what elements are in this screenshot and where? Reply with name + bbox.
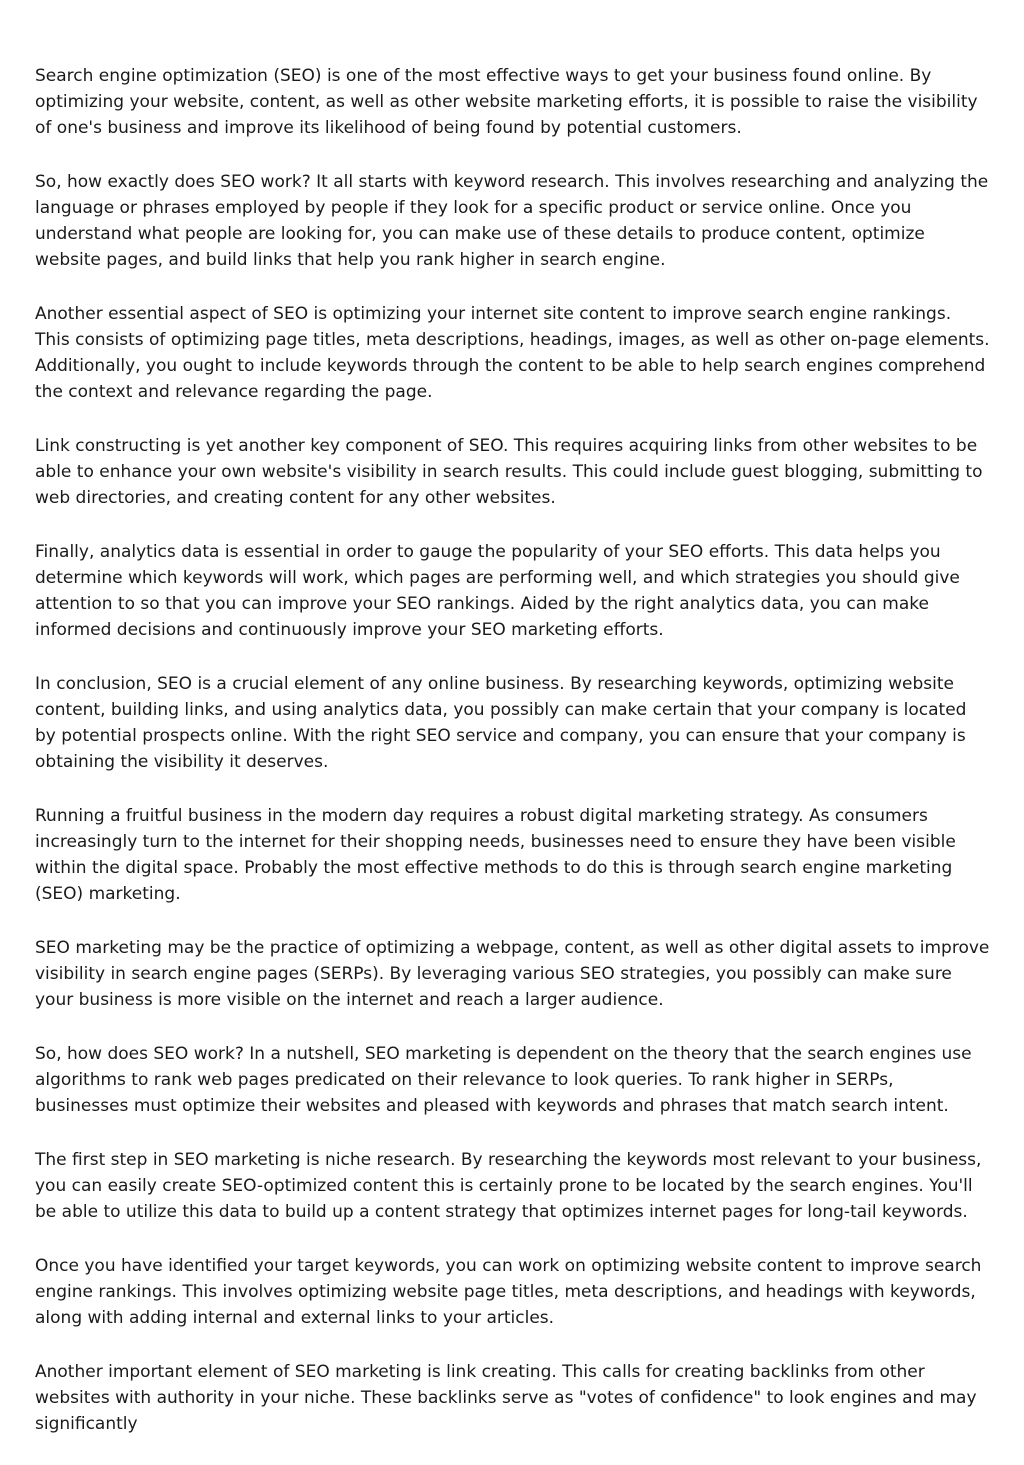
- paragraph: Running a fruitful business in the modern day requires a robust digital marketing strategy. As consumers increasingly turn to the internet for their shopping needs, businesses need to ensure they have been visible within the digital space. Probably the most effective methods to do this is through search engine marketing (SEO) marketing.: [35, 806, 956, 904]
- paragraph: The first step in SEO marketing is niche research. By researching the keywords most relevant to your business, you can easily create SEO-optimized content this is certainly prone to be located by the search engines. You'll be able to utilize this data to build up a content strategy that optimizes internet pages for long-tail keywords.: [35, 1150, 982, 1222]
- paragraph: SEO marketing may be the practice of optimizing a webpage, content, as well as other digital assets to improve visibility in search engine pages (SERPs). By leveraging various SEO strategies, you possibly can make sure your business is more visible on the internet and reach a larger audience.: [35, 938, 990, 1010]
- paragraph: So, how exactly does SEO work? It all starts with keyword research. This involves researching and analyzing the language or phrases employed by people if they look for a specific product or service online. Once you understand what people are looking for, you can make use of these details to produce content, optimize website pages, and build links that help you rank higher in search engine.: [35, 172, 989, 270]
- paragraph: So, how does SEO work? In a nutshell, SEO marketing is dependent on the theory that the search engines use algorithms to rank web pages predicated on their relevance to look queries. To rank higher in SERPs, businesses must optimize their websites and pleased with keywords and phrases that match search intent.: [35, 1044, 972, 1116]
- paragraph: Search engine optimization (SEO) is one of the most effective ways to get your business found online. By optimizing your website, content, as well as other website marketing efforts, it is possible to raise the visibility of one's business and improve its likelihood of being found by potential customers.: [35, 66, 978, 138]
- paragraph: Link constructing is yet another key component of SEO. This requires acquiring links from other websites to be able to enhance your own website's visibility in search results. This could include guest blogging, submitting to web directories, and creating content for any other websites.: [35, 436, 983, 508]
- paragraph: Once you have identified your target keywords, you can work on optimizing website content to improve search engine rankings. This involves optimizing website page titles, meta descriptions, and headings with keywords, along with adding internal and external links to your articles.: [35, 1256, 982, 1328]
- document-body: [35, 63, 990, 1465]
- paragraph: Another essential aspect of SEO is optimizing your internet site content to improve search engine rankings. This consists of optimizing page titles, meta descriptions, headings, images, as well as other on-page elements. Additionally, you ought to include keywords through the content to be able to help search engines comprehend the context and relevance regarding the page.: [35, 304, 990, 402]
- paragraph: In conclusion, SEO is a crucial element of any online business. By researching keywords, optimizing website content, building links, and using analytics data, you possibly can make certain that your company is located by potential prospects online. With the right SEO service and company, you can ensure that your company is obtaining the visibility it deserves.: [35, 674, 967, 772]
- paragraph: Finally, analytics data is essential in order to gauge the popularity of your SEO efforts. This data helps you determine which keywords will work, which pages are performing well, and which strategies you should give attention to so that you can improve your SEO rankings. Aided by the right analytics data, you can make informed decisions and continuously improve your SEO marketing efforts.: [35, 542, 960, 640]
- paragraph: Another important element of SEO marketing is link creating. This calls for creating backlinks from other websites with authority in your niche. These backlinks serve as "votes of confidence" to look engines and may significantly: [35, 1362, 977, 1434]
